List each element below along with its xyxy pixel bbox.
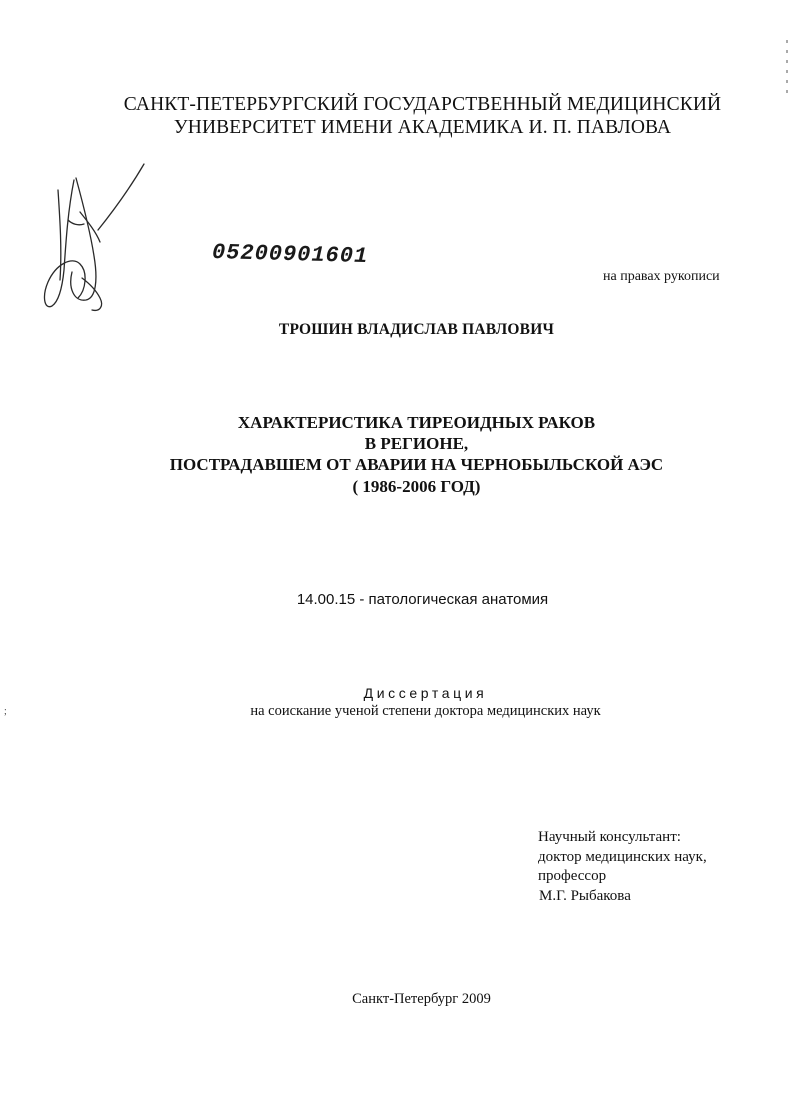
institution-line-2: УНИВЕРСИТЕТ ИМЕНИ АКАДЕМИКА И. П. ПАВЛОВА <box>173 117 672 138</box>
margin-mark: ; <box>4 706 7 717</box>
dissertation-title-line-1: ХАРАКТЕРИСТИКА ТИРЕОИДНЫХ РАКОВ <box>237 413 596 432</box>
registration-number: 05200901601 <box>211 240 369 270</box>
scientific-consultant-block <box>538 828 707 906</box>
consultant-name: М.Г. Рыбакова <box>539 887 631 904</box>
degree-sought: на соискание ученой степени доктора медицинских наук <box>250 703 601 719</box>
city-and-year: Санкт-Петербург 2009 <box>352 991 491 1007</box>
rights-note: на правах рукописи <box>603 269 720 284</box>
dissertation-title-line-4: ( 1986-2006 ГОД) <box>352 477 481 496</box>
scan-edge-mark <box>786 40 788 100</box>
consultant-label: Научный консультант: <box>538 829 681 845</box>
handwritten-signature-icon <box>38 160 158 320</box>
consultant-title: профессор <box>538 868 607 884</box>
author-name: ТРОШИН ВЛАДИСЛАВ ПАВЛОВИЧ <box>278 321 555 338</box>
consultant-degree: доктор медицинских наук, <box>538 848 707 865</box>
dissertation-title-line-2: В РЕГИОНЕ, <box>364 434 469 453</box>
institution-line-1: САНКТ-ПЕТЕРБУРГСКИЙ ГОСУДАРСТВЕННЫЙ МЕДИЦИНСКИЙ <box>123 94 722 115</box>
document-type: Диссертация <box>363 685 488 701</box>
specialty-code: 14.00.15 - патологическая анатомия <box>296 591 549 608</box>
dissertation-title-line-3: ПОСТРАДАВШЕМ ОТ АВАРИИ НА ЧЕРНОБЫЛЬСКОЙ АЭС <box>169 455 664 474</box>
